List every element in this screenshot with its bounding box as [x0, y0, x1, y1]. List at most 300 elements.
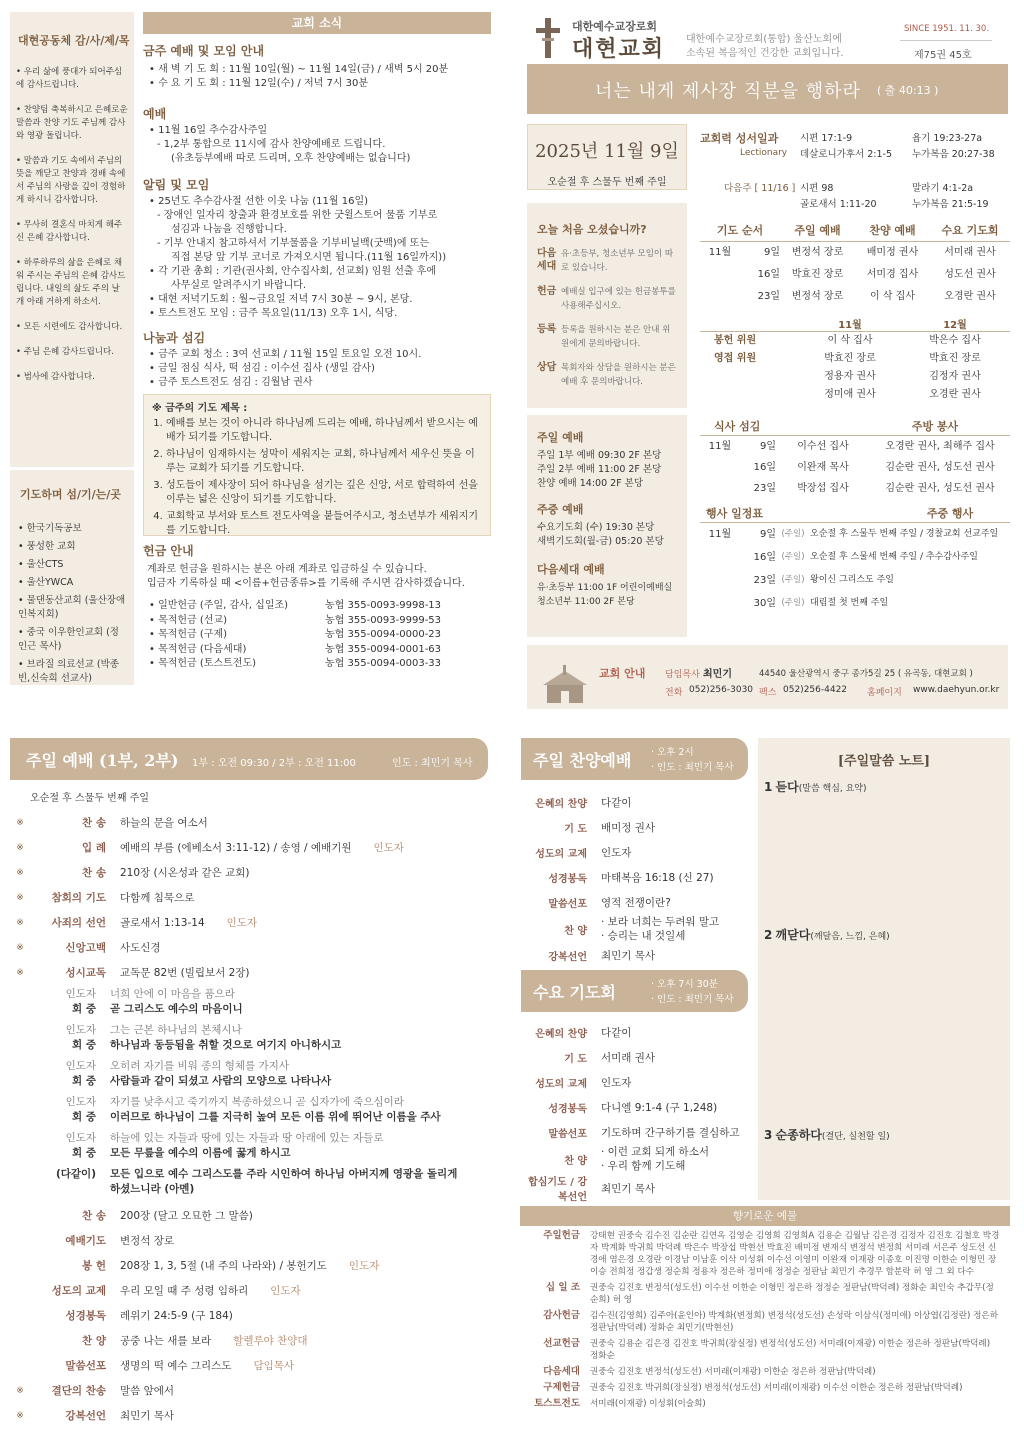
order-star: ※ — [16, 917, 24, 928]
sunday-service-title: 주일 예배 (1부, 2부) — [26, 751, 179, 770]
meal-row — [700, 457, 1010, 478]
event-weekday: (주일) — [781, 552, 805, 562]
responsive-row — [10, 1023, 490, 1038]
service-value: 배미정 권사 — [601, 822, 656, 834]
prayer-text: 성도들이 제사장이 되어 하나님을 섬기는 깊은 신앙, 서로 합력하여 선을 이루는 넓은 신앙이 되기를 기도합니다. — [166, 480, 478, 505]
list-text: 섬김과 나눔을 진행합니다. — [171, 224, 287, 235]
responsive-row — [10, 1095, 490, 1110]
account-type: • 목적헌금 (구제) — [149, 629, 228, 640]
duty-row — [700, 242, 1010, 264]
meal-day: 23일 — [753, 483, 776, 494]
service-value: 다같이 — [601, 1027, 632, 1039]
account-number: 농협 355-0094-0003-33 — [325, 658, 442, 669]
mid-title: 주중 예배 — [537, 503, 584, 516]
service-key: 강복선언 — [548, 952, 587, 963]
committee-label — [700, 368, 800, 386]
list-text: 계좌로 헌금을 원하시는 분은 아래 계좌로 입금하실 수 있습니다. — [147, 564, 427, 575]
duty-day: 9일 — [763, 247, 780, 258]
service-value: 영적 전쟁이란? — [601, 897, 671, 909]
order-key: 참회의 기도 — [51, 892, 106, 904]
order-row — [10, 860, 490, 885]
duty-cell: 오경란 권사 — [944, 291, 996, 302]
pastor-key: 담임목사 — [665, 670, 700, 680]
list-text: 25년도 추수감사절 선한 이웃 나눔 (11월 16일) — [158, 196, 369, 207]
order-key: 찬 송 — [82, 817, 106, 829]
list-item — [149, 223, 491, 237]
order-star: ※ — [16, 817, 24, 828]
wed-banner — [521, 970, 748, 1012]
time-item: 수요기도회 (수) 19:30 본당 — [537, 522, 655, 533]
list-item: • 대현 저녁기도회 : 월~금요일 저녁 7시 30분 ~ 9시, 본당. — [149, 294, 413, 305]
order-value: 생명의 떡 예수 그리스도 — [120, 1360, 232, 1372]
news-section — [143, 12, 491, 712]
service-value: 서미래 권사 — [601, 1052, 656, 1064]
order-key: 사죄의 선언 — [51, 917, 106, 929]
list-text: 11월 16일 추수감사주일 — [158, 125, 268, 136]
order-key: 결단의 찬송 — [51, 1385, 106, 1397]
account-type: • 목적헌금 (토스트전도) — [149, 658, 256, 669]
mission-item: • 중국 이우한인교회 (정인근 목사) — [18, 627, 119, 652]
thanks-text: 범사에 감사합니다. — [23, 372, 95, 382]
list-item: • 금일 점심 식사, 떡 섬김 : 이수선 집사 (생일 감사) — [149, 363, 375, 374]
praise-items — [521, 790, 751, 968]
s3-title: 알림 및 모임 — [143, 178, 210, 192]
responsive-row — [10, 1146, 490, 1161]
month-12: 12월 — [943, 320, 967, 331]
notes-title: [주일말씀 노트] — [837, 754, 931, 769]
duty-cell: 박효진 장로 — [791, 269, 844, 280]
responsive-text: 그는 근본 하나님의 본체시나 — [110, 1024, 242, 1036]
list-text: 토스트전도 모임 : 금주 목요일(11/13) 오후 1시, 식당. — [158, 308, 398, 319]
service-row — [521, 943, 751, 968]
event-month — [700, 569, 740, 592]
list-text: 입금자 기록하실 때 <이름+헌금종류>를 기록해 주시면 감사하겠습니다. — [147, 578, 465, 589]
order-row — [10, 810, 490, 835]
order-role: 인도자 — [270, 1285, 301, 1297]
order-key: 입 례 — [82, 842, 106, 854]
time-item: 유·초등부 11:00 1F 어린이예배실 — [537, 583, 673, 593]
duty-cell: 서미경 집사 — [866, 269, 919, 280]
duty-date — [700, 286, 780, 308]
list-text: 금주 교회 청소 : 3여 선교회 / 11월 15일 토요일 오전 10시. — [158, 349, 422, 360]
order-star: ※ — [16, 942, 24, 953]
responsive-row — [10, 1167, 490, 1197]
responsive-text: 하나님과 동등됨을 취할 것으로 여기지 아니하시고 — [110, 1039, 342, 1051]
service-row — [521, 815, 751, 840]
account-type-text: 일반헌금 (주일, 감사, 십일조) — [158, 600, 289, 611]
responsive-speaker: 인도자 — [65, 1132, 96, 1144]
issue-number: 제75권 45호 — [914, 50, 972, 61]
meal-day: 16일 — [753, 462, 776, 473]
offering-row — [520, 1230, 1010, 1278]
thanks-item: • 찬양팀 축복하시고 은혜로운 말씀과 찬양 기도 주님께 감사와 영광 돌립니다. — [16, 105, 128, 141]
responsive-speaker: 인도자 — [65, 988, 96, 1000]
responsive-text: 모든 입으로 예수 그리스도를 주라 시인하여 하나님 아버지께 영광을 돌리게 하셨느니라 (아멘) — [110, 1168, 458, 1195]
pastor-name: 최민기 — [703, 669, 732, 680]
list-item: • 25년도 추수감사절 선한 이웃 나눔 (11월 16일) — [149, 196, 369, 207]
service-value: 최민기 목사 — [601, 950, 656, 962]
meal-server: 이수선 집사 — [797, 441, 849, 452]
duty-cell: 변정석 장로 — [791, 247, 844, 258]
meal-row — [700, 478, 1010, 499]
order-key: 성경봉독 — [65, 1310, 106, 1322]
thanks-item: • 모든 시련에도 감사합니다. — [16, 322, 123, 332]
duty-header — [700, 222, 1010, 242]
theme-text: 너는 내게 제사장 직분을 행하라 — [595, 81, 861, 102]
offering-names: 권중숙 김용순 김은경 김진호 박귀희(장실정) 변정석(성도선) 서미래(이재광) 이한순 정은하 정판남(박덕례) 정화순 — [590, 1339, 991, 1361]
list-item — [147, 577, 491, 591]
list-item: • 수 요 기 도 회 : 11월 12일(수) / 저녁 7시 30분 — [149, 78, 369, 89]
order-star: ※ — [16, 1385, 24, 1396]
lect-gs: 누가복음 20:27-38 — [912, 149, 995, 160]
responsive-row — [10, 1002, 490, 1017]
committee-label: 봉헌 위원 — [714, 335, 757, 346]
event-desc: 오순절 후 스물세 번째 주일 / 추수감사주일 — [810, 552, 978, 562]
service-value: · 보라 너희는 두려워 말고 · 승리는 내 것일세 — [601, 916, 720, 942]
time-item: 주일 2부 예배 11:00 2F 본당 — [537, 464, 662, 475]
responsive-row — [10, 987, 490, 1002]
order-value: 공중 나는 새를 보라 — [120, 1335, 212, 1347]
order-value: 변정석 장로 — [120, 1235, 175, 1247]
order-star: ※ — [16, 1410, 24, 1421]
next-title: 다음세대 예배 — [537, 563, 605, 576]
offering-row — [520, 1338, 1010, 1362]
responsive-text: 자기를 낮추시고 죽기까지 복종하셨으니 곧 십자가에 죽으심이라 — [110, 1096, 404, 1108]
list-item — [149, 279, 491, 293]
praise-leader: · 인도 : 최민기 목사 — [651, 762, 734, 773]
thanks-item: • 우리 삶에 풍대가 되어주심에 감사드립니다. — [16, 67, 123, 90]
order-key: 찬 송 — [82, 867, 106, 879]
responsive-speaker: 회 중 — [72, 1075, 96, 1087]
service-key: 말씀선포 — [548, 899, 587, 910]
sunday-title: 주일 예배 — [537, 431, 584, 444]
mission-item: • 브라질 의료선교 (박종빈,신숙희 선교사) — [18, 659, 119, 684]
order-row — [10, 1278, 490, 1303]
thanks-item: • 범사에 감사합니다. — [16, 372, 95, 382]
responsive-text: 사람들과 같이 되셨고 사람의 모양으로 나타나사 — [110, 1075, 332, 1087]
responsive-row — [10, 1059, 490, 1074]
list-text: - 1,2부 통합으로 11시에 감사 찬양예배로 드립니다. — [157, 139, 386, 150]
list-item: • 금주 토스트전도 섬김 : 김월남 권사 — [149, 377, 313, 388]
church-desc-2: 소속된 복음적인 건강한 교회입니다. — [686, 48, 844, 59]
order-value: 210장 (시온성과 같은 교회) — [120, 867, 250, 879]
note-1-key: 듣다 — [775, 780, 799, 794]
order-row — [10, 1303, 490, 1328]
order-role: 할렐루야 찬양대 — [233, 1335, 308, 1347]
account-row — [149, 614, 491, 629]
church-address: 44540 울산광역시 중구 종가5길 25 ( 유곡동, 대현교회 ) — [759, 669, 973, 679]
service-date-sub: 오순절 후 스물두 번째 주일 — [547, 177, 667, 188]
sunday-service-leader: 인도 : 최민기 목사 — [392, 758, 473, 769]
thanks-panel — [10, 12, 134, 467]
service-value: 마태복음 16:18 (신 27) — [601, 872, 714, 884]
header-divider — [900, 40, 992, 41]
month-header — [700, 316, 1010, 332]
account-type-text: 목적헌금 (다음세대) — [158, 643, 247, 655]
mission-text: 브라질 의료선교 (박종빈,신숙희 선교사) — [18, 659, 119, 684]
order-row — [10, 960, 490, 985]
welcome-item — [537, 285, 677, 313]
mission-text: 울산YWCA — [26, 577, 74, 588]
event-row — [700, 546, 1010, 569]
fax-key: 팩스 — [759, 688, 777, 698]
service-row — [521, 915, 751, 943]
committee-dec: 김정자 권사 — [929, 371, 981, 382]
offering-row — [520, 1398, 1010, 1410]
duty-cell: 변정석 장로 — [791, 291, 844, 302]
welcome-title: 오늘 처음 오셨습니까? — [537, 223, 647, 236]
account-type: • 목적헌금 (선교) — [149, 614, 228, 626]
event-rows — [700, 523, 1010, 615]
order-row — [10, 1228, 490, 1253]
next-ot: 말라기 4:1-2a — [912, 183, 974, 194]
sunday-service-times: 1부 : 오전 09:30 / 2부 : 오전 11:00 — [192, 758, 356, 769]
list-item — [149, 152, 491, 166]
order-value: 교독문 82번 (빌립보서 2장) — [120, 967, 250, 979]
list-item: • 11월 16일 추수감사주일 — [149, 125, 268, 136]
offering-rows — [520, 1230, 1010, 1414]
order-key: 예배기도 — [65, 1235, 106, 1247]
thanks-text: 주님 은혜 감사드립니다. — [23, 347, 114, 357]
event-row — [700, 592, 1010, 615]
prayer-title: ※ 금주의 기도 제목 : — [152, 403, 248, 414]
duty-cell: 서미래 권사 — [944, 247, 996, 258]
mission-item: • 풍성한 교회 — [18, 541, 76, 552]
prayer-item — [166, 417, 482, 445]
responsive-speaker: 회 중 — [72, 1039, 96, 1051]
order-key: 말씀선포 — [65, 1360, 106, 1372]
month-11: 11월 — [838, 320, 862, 331]
duty-rows — [700, 242, 1010, 308]
order-row — [10, 1353, 490, 1378]
tel-value: 052)256-3030 — [689, 685, 754, 695]
welcome-key: 등록 — [537, 324, 557, 335]
committee-row — [700, 350, 1010, 368]
since-badge: SINCE 1951. 11. 30. — [904, 24, 990, 34]
list-item: • 토스트전도 모임 : 금주 목요일(11/13) 오후 1시, 식당. — [149, 308, 398, 319]
offering-names: 서미래(이재광) 이성휘(이슬희) — [590, 1399, 706, 1409]
order-row — [10, 1378, 490, 1403]
welcome-item — [537, 361, 677, 389]
thanks-text: 찬양팀 축복하시고 은혜로운 말씀과 찬양 기도 주님께 감사와 영광 돌립니다. — [16, 105, 128, 141]
meal-month — [700, 457, 740, 478]
service-row — [521, 1045, 751, 1070]
event-month: 11월 — [708, 529, 732, 540]
mission-text: 풍성한 교회 — [26, 541, 76, 552]
welcome-key: 헌금 — [537, 286, 557, 297]
welcome-list — [537, 247, 677, 389]
account-type-text: 목적헌금 (구제) — [158, 629, 228, 640]
offering-type: 주일헌금 — [543, 1230, 580, 1241]
offering-type: 다음세대 — [543, 1366, 580, 1377]
order-role: 담임목사 — [253, 1360, 295, 1372]
responsive-text: 너희 안에 이 마음을 품으라 — [110, 988, 235, 1000]
list-item — [149, 237, 491, 251]
service-key: 기 도 — [564, 824, 587, 835]
duty-cell: 성도선 권사 — [944, 269, 996, 280]
meal-month — [700, 478, 740, 499]
responsive-reading — [10, 987, 490, 1197]
mid-times — [537, 521, 677, 549]
event-day: 23일 — [753, 575, 776, 586]
service-row — [521, 1120, 751, 1145]
order-key: 강복선언 — [65, 1410, 106, 1422]
note-2 — [764, 926, 890, 943]
order-row — [10, 1403, 490, 1428]
responsive-speaker: 인도자 — [65, 1096, 96, 1108]
thanks-list — [16, 66, 128, 384]
service-value: 다니엘 9:1-4 (구 1,248) — [601, 1102, 718, 1114]
duty-col-header: 찬양 예배 — [869, 224, 916, 237]
meal-server: 박장섭 집사 — [797, 483, 849, 494]
time-item: 새벽기도회(월-금) 05:20 본당 — [537, 536, 664, 547]
committee-row — [700, 332, 1010, 350]
order-row — [10, 885, 490, 910]
thanks-text: 우리 삶에 풍대가 되어주심에 감사드립니다. — [16, 67, 123, 90]
order-value: 하늘의 문을 여소서 — [120, 817, 208, 829]
order-key: 찬 송 — [82, 1210, 106, 1222]
web-key: 홈페이지 — [867, 688, 902, 698]
mission-title: 기도하며 섬/기/는/곳 — [20, 488, 121, 501]
order-of-service — [10, 810, 490, 1428]
list-text: 수 요 기 도 회 : 11월 12일(수) / 저녁 7시 30분 — [158, 78, 369, 89]
s2-list — [149, 124, 491, 166]
committee-dec: 박효진 장로 — [929, 353, 981, 364]
responsive-row — [10, 1131, 490, 1146]
sunday-service-sub: 오순절 후 스물두 번째 주일 — [30, 793, 149, 804]
note-3-num: 3 — [764, 1128, 773, 1142]
meal-day: 9일 — [759, 441, 776, 452]
worship-times — [527, 415, 687, 637]
thanks-title: 대현공동체 감/사/제/목 — [18, 34, 130, 47]
committee-nov: 박효진 장로 — [824, 353, 876, 364]
events-header — [700, 505, 1010, 523]
lectionary — [700, 128, 1010, 212]
account-row — [149, 657, 491, 672]
list-text: 금주 토스트전도 섬김 : 김월남 권사 — [158, 377, 313, 388]
committee-row — [700, 386, 1010, 404]
responsive-text: 하늘에 있는 자들과 땅에 있는 자들과 땅 아래에 있는 자들로 — [110, 1132, 384, 1144]
order-row — [10, 910, 490, 935]
duty-date — [700, 242, 780, 264]
service-row — [521, 865, 751, 890]
order-role: 인도자 — [226, 917, 258, 929]
duty-section — [700, 222, 1010, 642]
wed-time: · 오후 7시 30분 — [651, 979, 718, 990]
order-value: 다함께 침묵으로 — [120, 892, 195, 904]
list-text: (유초등부예배 따로 드리며, 오후 찬양예배는 없습니다) — [171, 153, 411, 164]
mission-item: • 울산CTS — [18, 559, 64, 570]
praise-title: 주일 찬양예배 — [533, 751, 632, 770]
events-title: 행사 일정표 — [706, 507, 763, 520]
order-key: 찬 양 — [82, 1335, 106, 1347]
account-type-text: 목적헌금 (선교) — [158, 614, 228, 626]
responsive-speaker: 인도자 — [65, 1060, 96, 1072]
order-value: 최민기 목사 — [120, 1410, 175, 1422]
account-row — [149, 599, 491, 614]
time-item: 찬양 예배 14:00 2F 본당 — [537, 478, 644, 489]
sunday-service-banner — [10, 738, 488, 780]
tel-key: 전화 — [665, 688, 683, 698]
order-star: ※ — [16, 892, 24, 903]
kitchen-server: 김순란 권사, 성도선 권사 — [885, 483, 995, 494]
event-weekday: (주일) — [781, 529, 805, 539]
account-row — [149, 643, 491, 658]
account-row — [149, 628, 491, 643]
prayer-item — [166, 448, 482, 476]
service-row — [521, 1070, 751, 1095]
contact-title: 교회 안내 — [599, 667, 646, 680]
offering-names: 강태현 권중숙 김수진 김순란 김연옥 김영순 김영희 김영희A 김용순 김월남 김은경 김정자 김진호 김철호 박경자 박계화 박귀희 박덕례 박은수 박장섭 박현선 박효진 배미정 변재식 변정석 변정희 서미래 서은주 성도선 신경애 염은경 오경란 이경남 이남훈 이삭 이성휘 이수선 이영미 이완재 이재광 이종호 이진명 이한순 이형민 장이승 전희정 정갑생 정순희 정용자 정은하 정미애 정정순 정판남 최민기 추경무 함분락 허 영 그 외 다수 — [590, 1231, 1000, 1277]
prayer-item — [166, 479, 482, 507]
s4-list — [149, 348, 491, 390]
note-2-num: 2 — [764, 928, 773, 942]
web-value: www.daehyun.or.kr — [913, 685, 1000, 695]
list-item: • 새 벽 기 도 회 : 11월 10일(월) ~ 11월 14일(금) / 새벽 5시 20분 — [149, 64, 449, 75]
offering-row — [520, 1310, 1010, 1334]
duty-month — [700, 286, 740, 308]
s1-list — [149, 63, 491, 91]
cross-icon — [534, 18, 562, 58]
welcome-item — [537, 247, 677, 275]
account-type: • 목적헌금 (다음세대) — [149, 643, 247, 655]
duty-day: 16일 — [757, 269, 780, 280]
service-value: 기도하며 간구하기를 결심하고 — [601, 1127, 740, 1139]
responsive-speaker: 회 중 — [72, 1147, 96, 1159]
committee-nov: 이 삭 집사 — [827, 335, 873, 346]
event-month — [700, 546, 740, 569]
offering-names: 권중숙 김진호 변정석(성도선) 이수선 이한순 이형민 정은하 정정순 정판남(박덕례) 정화순 최인숙 추갑무(정순희) 허 영 — [590, 1283, 994, 1305]
prayer-item — [166, 510, 482, 538]
list-text: - 장애인 일자리 창출과 환경보호를 위한 굿윌스토어 물품 기부로 — [157, 210, 438, 221]
committee-nov: 정용자 권사 — [824, 371, 876, 382]
duty-col-header: 주일 예배 — [794, 224, 841, 237]
order-value: 레위기 24:5-9 (구 184) — [120, 1310, 233, 1322]
s4-title: 나눔과 섬김 — [143, 331, 206, 345]
order-key: 성시교독 — [65, 967, 106, 979]
account-number: 농협 355-0094-0001-63 — [325, 643, 442, 655]
service-value: 다같이 — [601, 797, 632, 809]
list-text: 직접 본당 앞 기부 코너로 가져오시면 됩니다.(11월 16일까지)) — [171, 252, 447, 263]
order-value: 골로새서 1:13-14 — [120, 917, 205, 929]
next-times — [537, 581, 677, 609]
lectionary-label: 교회력 성서일과 — [700, 132, 779, 145]
service-key: 기 도 — [564, 1054, 587, 1065]
list-item — [149, 209, 491, 223]
lect-ot: 욥기 19:23-27a — [912, 133, 983, 144]
responsive-speaker: 인도자 — [65, 1024, 96, 1036]
service-value: 인도자 — [601, 847, 632, 859]
order-value: 예배의 부름 (에베소서 3:11-12) / 송영 / 예배기원 — [120, 842, 352, 854]
note-2-desc: (깨달음, 느낌, 은혜) — [810, 932, 890, 942]
duty-date — [700, 264, 780, 286]
responsive-text: 모든 무릎을 예수의 이름에 꿇게 하시고 — [110, 1147, 291, 1159]
responsive-speaker: (다같이) — [55, 1168, 96, 1180]
order-row — [10, 1253, 490, 1278]
event-day: 16일 — [753, 552, 776, 563]
list-text: 대현 저녁기도회 : 월~금요일 저녁 7시 30분 ~ 9시, 본당. — [158, 294, 413, 305]
welcome-key: 상담 — [537, 362, 557, 373]
responsive-speaker: 회 중 — [72, 1111, 96, 1123]
order-key: 봉 헌 — [82, 1260, 106, 1272]
committee-dec: 박은수 집사 — [929, 335, 981, 346]
service-value: · 이런 교회 되게 하소서 · 우리 함께 기도해 — [601, 1146, 709, 1172]
church-building-icon — [535, 665, 595, 708]
praise-banner — [521, 738, 748, 780]
order-star: ※ — [16, 842, 24, 853]
mission-text: 물댄동산교회 (울산장애인복지회) — [18, 595, 126, 620]
sermon-notes — [758, 738, 1010, 1200]
